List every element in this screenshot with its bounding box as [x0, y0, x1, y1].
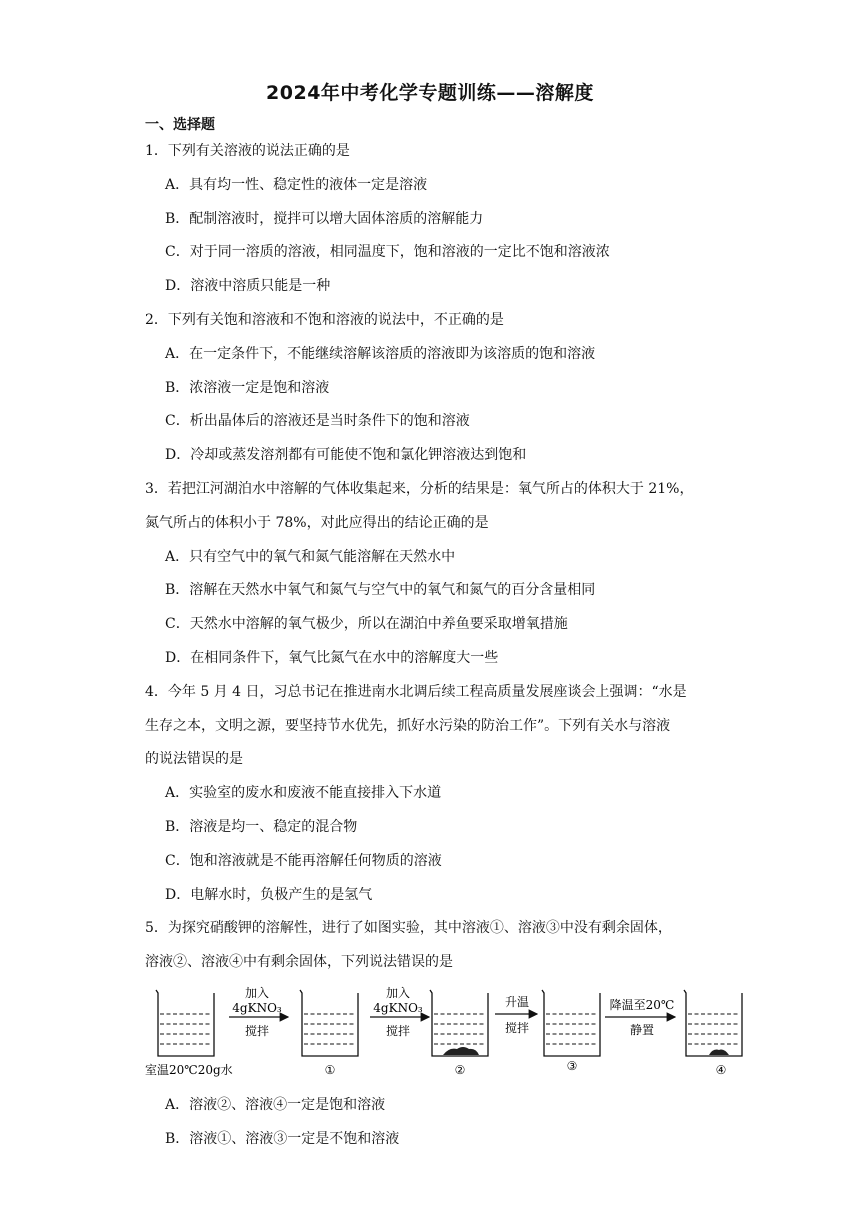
- arrow-1-bottom: 搅拌: [244, 1023, 270, 1038]
- arrow-3-bottom: 搅拌: [504, 1020, 530, 1035]
- arrow-step-3: [495, 994, 537, 1035]
- option-b: B．溶液①、溶液③一定是不饱和溶液: [165, 1130, 400, 1147]
- experiment-diagram: [145, 984, 727, 1089]
- beaker-4: [684, 990, 742, 1056]
- option-b: B．溶液是均一、稳定的混合物: [165, 818, 358, 835]
- beaker-3: [542, 990, 600, 1056]
- option-a: A．实验室的废水和废液不能直接排入下水道: [165, 785, 442, 802]
- option-d: D．电解水时，负极产生的是氢气: [165, 886, 373, 903]
- beaker-1: [300, 990, 358, 1056]
- arrow-2-middle: 4gKNO₃: [373, 1000, 423, 1015]
- option-a: A．在一定条件下，不能继续溶解该溶质的溶液即为该溶质的饱和溶液: [165, 345, 596, 362]
- option-d: D．在相同条件下，氧气比氮气在水中的溶解度大一些: [165, 649, 499, 666]
- option-c: C．析出晶体后的溶液还是当时条件下的饱和溶液: [165, 413, 470, 430]
- option-c: C．饱和溶液就是不能再溶解任何物质的溶液: [165, 852, 442, 869]
- beaker-2: [430, 990, 488, 1056]
- question-stem-continued: 的说法错误的是: [145, 751, 243, 768]
- beaker-label-4: ④: [715, 1062, 727, 1077]
- question-5: [145, 912, 727, 1156]
- option-a: A．只有空气中的氧气和氮气能溶解在天然水中: [165, 548, 456, 565]
- beaker-label-initial: 室温20℃20g水: [145, 1062, 233, 1077]
- question-stem: 4．今年 5 月 4 日，习总书记在推进南水北调后续工程高质量发展座谈会上强调：“水是: [145, 683, 687, 700]
- arrow-2-bottom: 搅拌: [385, 1023, 411, 1038]
- question-stem: 2．下列有关饱和溶液和不饱和溶液的说法中，不正确的是: [145, 311, 504, 328]
- question-4: [145, 676, 715, 913]
- question-1: [145, 135, 715, 304]
- arrow-4-bottom: 静置: [629, 1022, 655, 1037]
- undissolved-solid: [443, 1047, 479, 1055]
- document-title: 2024年中考化学专题训练——溶解度: [266, 82, 594, 104]
- question-stem: 5．为探究硝酸钾的溶解性，进行了如图实验，其中溶液①、溶液③中没有剩余固体，: [145, 920, 672, 937]
- arrow-step-2: [370, 985, 429, 1038]
- question-2: [145, 304, 715, 473]
- arrow-3-top: 升温: [504, 994, 530, 1009]
- arrow-1-top: 加入: [244, 985, 270, 1000]
- question-3: [145, 473, 715, 676]
- precipitated-solid: [709, 1049, 729, 1054]
- question-stem-continued: 氮气所占的体积小于 78%，对此应得出的结论正确的是: [145, 514, 489, 531]
- option-d: D．溶液中溶质只能是一种: [165, 278, 331, 295]
- beaker-label-3: ③: [566, 1058, 578, 1073]
- option-c: C．对于同一溶质的溶液，相同温度下，饱和溶液的一定比不饱和溶液浓: [165, 244, 610, 261]
- option-a: A．溶液②、溶液④一定是饱和溶液: [165, 1096, 386, 1113]
- arrow-2-top: 加入: [385, 985, 411, 1000]
- question-stem: 1．下列有关溶液的说法正确的是: [145, 143, 350, 159]
- arrow-1-middle: 4gKNO₃: [232, 1000, 282, 1015]
- question-stem-continued: 溶液②、溶液④中有剩余固体，下列说法错误的是: [145, 954, 453, 971]
- beaker-label-2: ②: [454, 1062, 466, 1077]
- option-c: C．天然水中溶解的氧气极少，所以在湖泊中养鱼要采取增氧措施: [165, 616, 568, 633]
- question-stem: 3．若把江河湖泊水中溶解的气体收集起来，分析的结果是：氧气所占的体积大于 21%，: [145, 480, 694, 497]
- option-b: B．溶解在天然水中氧气和氮气与空气中的氧气和氮气的百分含量相同: [165, 582, 596, 599]
- option-d: D．冷却或蒸发溶剂都有可能使不饱和氯化钾溶液达到饱和: [165, 447, 527, 464]
- arrow-4-top: 降温至20℃: [609, 997, 675, 1012]
- option-b: B．配制溶液时，搅拌可以增大固体溶质的溶解能力: [165, 210, 484, 227]
- arrow-step-4: [605, 998, 675, 1037]
- question-list: [145, 135, 727, 1157]
- option-b: B．浓溶液一定是饱和溶液: [165, 379, 330, 396]
- arrow-step-1: [229, 985, 288, 1038]
- beaker-initial: [156, 990, 214, 1056]
- section-heading: 一、选择题: [145, 117, 215, 133]
- question-stem-continued: 生存之本，文明之源，要坚持节水优先，抓好水污染的防治工作”。下列有关水与溶液: [145, 717, 671, 734]
- beaker-label-1: ①: [324, 1062, 336, 1077]
- option-a: A．具有均一性、稳定性的液体一定是溶液: [165, 176, 428, 193]
